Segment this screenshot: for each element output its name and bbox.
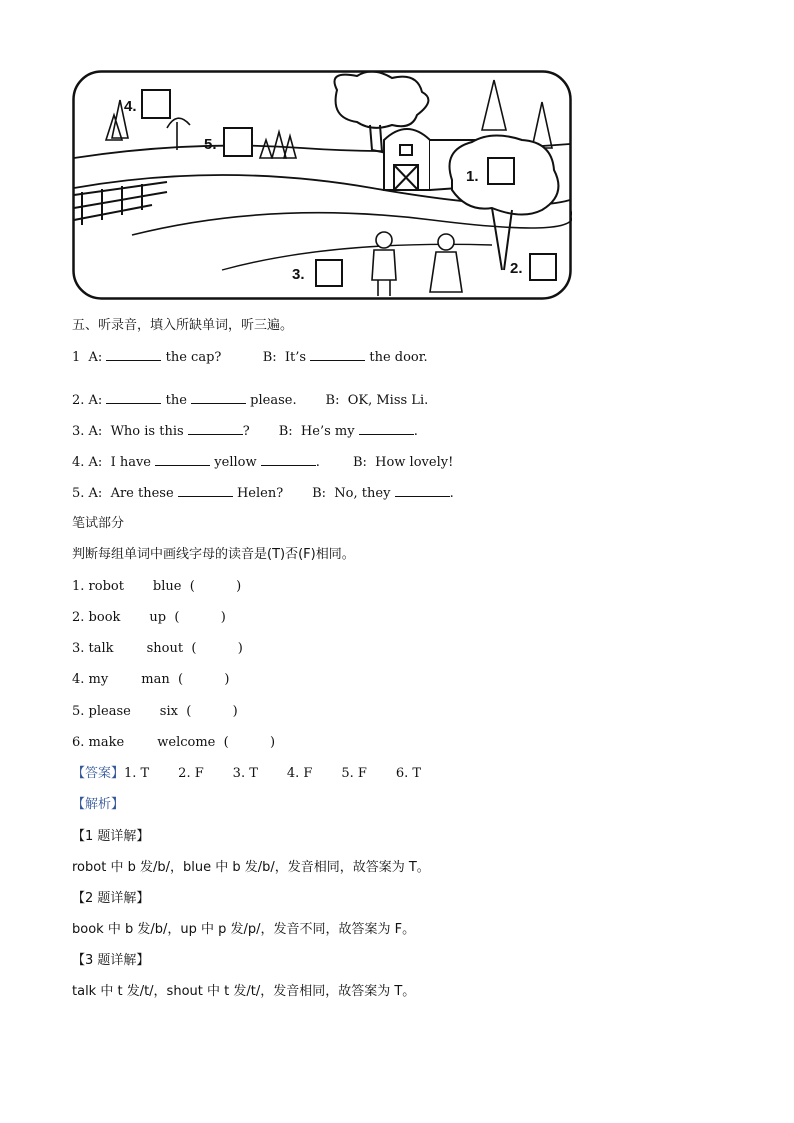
q1-a: A: [88, 350, 103, 365]
item-word-2: man [141, 672, 170, 687]
item-word-1: make [88, 735, 125, 750]
item-num: 2. [72, 610, 85, 625]
s5-q2 [72, 391, 428, 410]
answer-value: 3. T [232, 766, 258, 781]
picture-label-2: 2. [510, 260, 523, 277]
q5-b: B: No, they [312, 486, 391, 501]
q1-b: B: It’s [262, 350, 307, 365]
q2-b: B: OK, Miss Li. [325, 393, 429, 408]
q2-blank-1[interactable] [106, 391, 161, 404]
answer-paren[interactable]: ( ) [178, 672, 230, 687]
q4-blank-2[interactable] [261, 453, 316, 466]
q5-blank-2[interactable] [395, 484, 450, 497]
q1-text-2: the door. [369, 350, 428, 365]
answer-paren[interactable]: ( ) [223, 735, 276, 750]
q2-text-1: the [165, 393, 187, 408]
written-item-3 [72, 640, 243, 658]
q2-blank-2[interactable] [191, 391, 246, 404]
item-word-1: my [88, 672, 109, 687]
detail-3-text: talk 中 t 发/t/，shout 中 t 发/t/，发音相同，故答案为 T。 [72, 984, 416, 999]
answer-value: 6. T [395, 766, 422, 781]
item-word-2: up [149, 610, 167, 625]
q5-num: 5. A: Are these [72, 486, 174, 501]
item-word-2: blue [152, 579, 182, 594]
q2-text-2: please. [250, 393, 297, 408]
q4-text-2: . [315, 455, 320, 470]
detail-2-heading: 【2 题详解】 [72, 891, 150, 906]
q4-text-1: yellow [214, 455, 257, 470]
item-word-2: welcome [157, 735, 216, 750]
q3-text-1: ? [242, 424, 250, 439]
s5-q1 [72, 348, 428, 367]
q5-text-1: Helen? [236, 486, 284, 501]
answer-value: 2. F [178, 766, 204, 781]
q4-blank-1[interactable] [155, 453, 210, 466]
q5-text-2: . [449, 486, 454, 501]
item-word-2: shout [146, 641, 184, 656]
item-word-1: book [88, 610, 121, 625]
q1-blank-1[interactable] [106, 348, 161, 361]
farm-scene-illustration [72, 70, 572, 300]
q3-num: 3. A: Who is this [72, 424, 184, 439]
q2-num: 2. A: [72, 393, 103, 408]
q3-text-2: . [413, 424, 418, 439]
detail-2-text: book 中 b 发/b/，up 中 p 发/p/，发音不同，故答案为 F。 [72, 922, 416, 937]
item-num: 6. [72, 735, 85, 750]
q3-blank-1[interactable] [188, 422, 243, 435]
q1-blank-2[interactable] [310, 348, 365, 361]
answer-paren[interactable]: ( ) [186, 704, 238, 719]
item-word-1: robot [88, 579, 124, 594]
s5-q3 [72, 422, 418, 441]
q1-text-1: the cap? [165, 350, 222, 365]
picture-label-3: 3. [292, 266, 305, 283]
picture-label-1: 1. [466, 168, 479, 185]
written-instruction: 判断每组单词中画线字母的读音是(T)否(F)相同。 [72, 547, 355, 562]
s5-q4 [72, 453, 453, 472]
item-num: 4. [72, 672, 85, 687]
q5-blank-1[interactable] [178, 484, 233, 497]
analysis-label: 【解析】 [72, 797, 125, 812]
item-num: 5. [72, 704, 85, 719]
answer-line [72, 765, 421, 783]
picture-label-5: 5. [204, 136, 217, 153]
written-item-6 [72, 734, 275, 752]
answer-value: 1. T [124, 766, 150, 781]
written-title: 笔试部分 [72, 516, 125, 531]
item-num: 3. [72, 641, 85, 656]
answer-paren[interactable]: ( ) [191, 641, 243, 656]
q4-num: 4. A: I have [72, 455, 151, 470]
detail-1-heading: 【1 题详解】 [72, 829, 150, 844]
item-word-1: please [88, 704, 131, 719]
written-item-5 [72, 703, 238, 721]
q1-num: 1 [72, 350, 81, 365]
item-word-1: talk [88, 641, 114, 656]
written-item-4 [72, 671, 229, 689]
answer-paren[interactable]: ( ) [189, 579, 242, 594]
q3-b: B: He’s my [278, 424, 355, 439]
q3-blank-2[interactable] [359, 422, 414, 435]
q4-b: B: How lovely! [352, 455, 454, 470]
picture-label-4: 4. [124, 98, 137, 115]
answer-paren[interactable]: ( ) [174, 610, 226, 625]
written-item-2 [72, 609, 226, 627]
item-num: 1. [72, 579, 85, 594]
detail-3-heading: 【3 题详解】 [72, 953, 150, 968]
section5-title: 五、听录音，填入所缺单词，听三遍。 [72, 318, 294, 333]
answer-label: 【答案】 [72, 766, 125, 781]
s5-q5 [72, 484, 454, 503]
item-word-2: six [159, 704, 178, 719]
written-item-1 [72, 578, 241, 596]
answer-value: 5. F [341, 766, 367, 781]
detail-1-text: robot 中 b 发/b/，blue 中 b 发/b/，发音相同，故答案为 T。 [72, 860, 430, 875]
answer-value: 4. F [286, 766, 313, 781]
